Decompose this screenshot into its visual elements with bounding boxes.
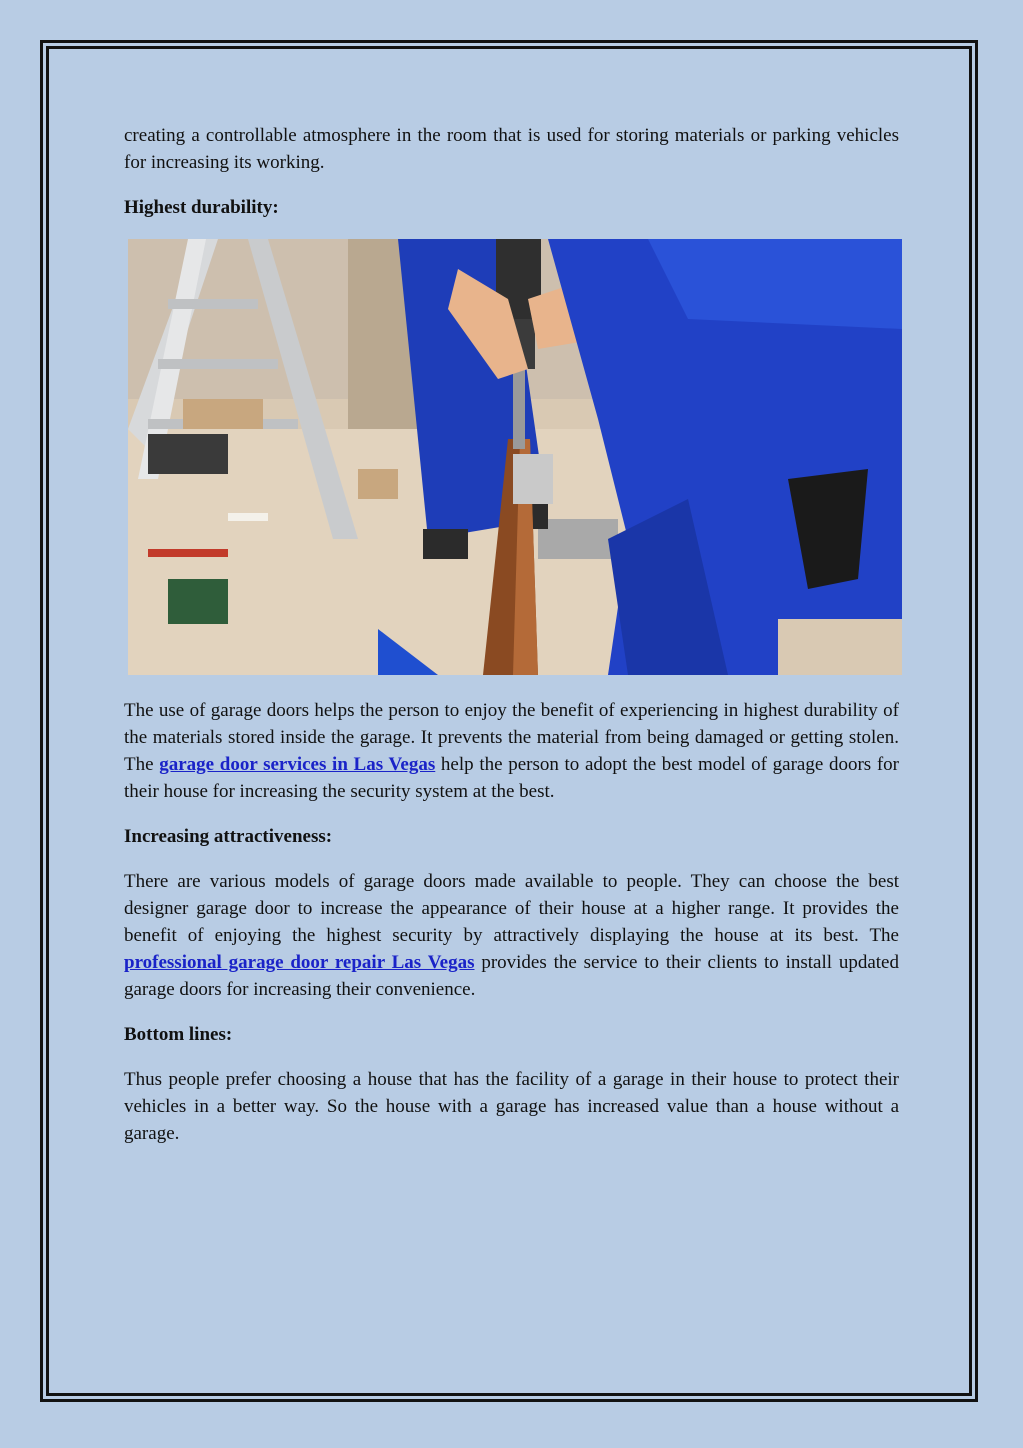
attractiveness-paragraph: [124, 868, 899, 1003]
link-garage-door-services[interactable]: garage door services in Las Vegas: [159, 754, 436, 775]
photo-garage-door-installation: [128, 239, 902, 675]
durability-text-before: The use of garage doors helps the person to enjoy the benefit of experiencing in highest durability of the materials stored inside the garage. It prevents the material from being damaged or getting stolen. The: [124, 700, 899, 775]
heading-increasing-attractiveness: Increasing attractiveness:: [124, 826, 333, 847]
attractiveness-text-after: provides the service to their clients to install updated garage doors for increasing their convenience.: [124, 952, 899, 1000]
durability-text-after: help the person to adopt the best model of garage doors for their house for increasing the security system at the best.: [124, 754, 899, 802]
document-content: [124, 122, 899, 1147]
durability-paragraph: [124, 697, 899, 805]
attractiveness-text-before: There are various models of garage doors made available to people. They can choose the best designer garage door to increase the appearance of their house at a higher range. It provides the benefit of enjoying the highest security by attractively displaying the house at its best. The: [124, 871, 899, 946]
link-professional-garage-door-repair[interactable]: professional garage door repair Las Vegas: [124, 952, 475, 973]
bottom-lines-paragraph: Thus people prefer choosing a house that has the facility of a garage in their house to protect their vehicles in a better way. So the house with a garage has increased value than a house without a garage.: [124, 1069, 899, 1144]
heading-highest-durability: Highest durability:: [124, 197, 279, 218]
intro-paragraph: creating a controllable atmosphere in the room that is used for storing materials or parking vehicles for increasing its working.: [124, 125, 899, 173]
heading-bottom-lines: Bottom lines:: [124, 1024, 233, 1045]
